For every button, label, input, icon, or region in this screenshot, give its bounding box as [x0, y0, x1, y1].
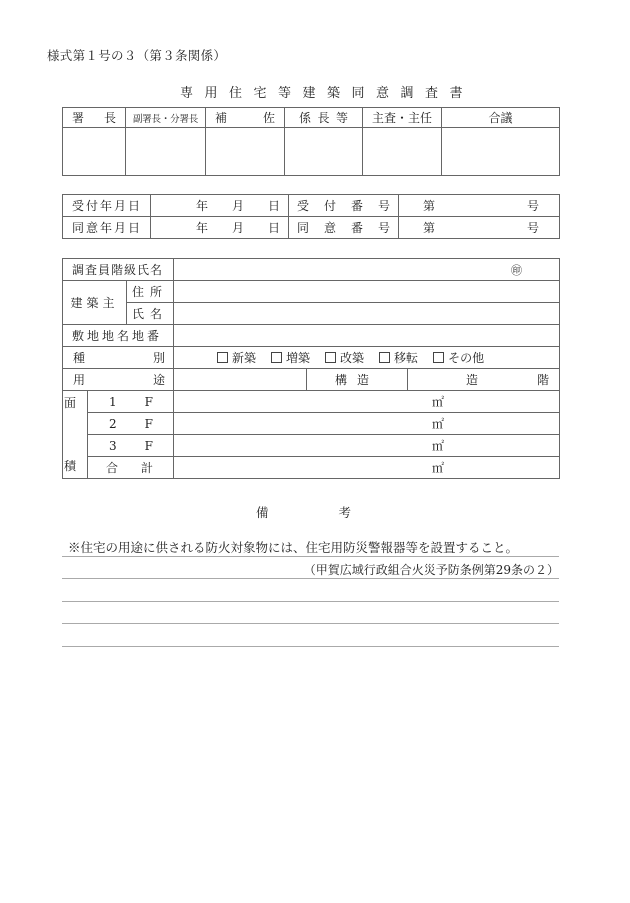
stamp-cell-inspector[interactable]: [363, 128, 442, 176]
received-number-label: 受 付 番 号: [289, 195, 399, 217]
type-option-other[interactable]: その他: [433, 349, 484, 366]
law-reference: （甲賀広域行政組合火災予防条例第29条の２）: [303, 563, 559, 577]
received-date-field[interactable]: 年 月 日: [151, 195, 289, 217]
stamp-cell-assistant[interactable]: [206, 128, 285, 176]
type-label: 種 別: [63, 347, 174, 369]
inspector-label: 調査員階級氏名: [63, 259, 174, 281]
consent-number-field[interactable]: 第 号: [399, 217, 560, 239]
area-field-1f[interactable]: ㎡: [174, 391, 560, 413]
inspector-field[interactable]: [174, 259, 560, 281]
header-inspector: 主査・主任: [363, 108, 442, 128]
area-row-label: 2 F: [88, 413, 174, 435]
table-row: [63, 195, 560, 217]
owner-address-label: 住所: [127, 281, 174, 303]
owner-name-field[interactable]: [174, 303, 560, 325]
header-section-chief: 係 長 等: [285, 108, 363, 128]
checkbox-icon[interactable]: [379, 352, 390, 363]
type-option-renovation[interactable]: 改築: [325, 349, 364, 366]
stamp-cell-deputy-chief[interactable]: [126, 128, 206, 176]
stamp-cell-consultation[interactable]: [442, 128, 560, 176]
header-consultation: 合議: [442, 108, 560, 128]
remarks-heading: 備 考: [256, 505, 352, 520]
area-label: 面 積: [63, 391, 88, 479]
type-options: [174, 347, 560, 369]
stamp-cell-chief[interactable]: [63, 128, 126, 176]
floors-field[interactable]: 造 階: [408, 369, 560, 391]
checkbox-icon[interactable]: [217, 352, 228, 363]
owner-label: 建築主: [63, 281, 127, 325]
remarks-line[interactable]: [62, 646, 559, 647]
remarks-line[interactable]: [62, 578, 559, 579]
document-title: 専用住宅等建築同意調査書: [180, 86, 475, 101]
form-code: 様式第１号の３（第３条関係）: [47, 48, 227, 63]
header-deputy-chief: 副署長・分署長: [126, 108, 206, 128]
remarks-line[interactable]: [62, 556, 559, 557]
site-label: 敷地地名地番: [63, 325, 174, 347]
use-field[interactable]: [174, 369, 307, 391]
structure-label: 構造: [307, 369, 408, 391]
site-field[interactable]: [174, 325, 560, 347]
seal-icon: ㊞: [511, 263, 523, 277]
table-row: [63, 217, 560, 239]
owner-name-label: 氏名: [127, 303, 174, 325]
survey-table: [62, 258, 560, 479]
header-chief: 署 長: [63, 108, 126, 128]
consent-date-field[interactable]: 年 月 日: [151, 217, 289, 239]
area-row-label: 3 F: [88, 435, 174, 457]
type-option-relocation[interactable]: 移転: [379, 349, 418, 366]
type-option-new[interactable]: 新築: [217, 349, 256, 366]
checkbox-icon[interactable]: [433, 352, 444, 363]
remarks-line[interactable]: [62, 601, 559, 602]
consent-number-label: 同 意 番 号: [289, 217, 399, 239]
area-field-3f[interactable]: ㎡: [174, 435, 560, 457]
area-row-label: 1 F: [88, 391, 174, 413]
dates-table: [62, 194, 560, 239]
type-option-extension[interactable]: 増築: [271, 349, 310, 366]
area-field-2f[interactable]: ㎡: [174, 413, 560, 435]
area-field-total[interactable]: ㎡: [174, 457, 560, 479]
received-date-label: 受付年月日: [63, 195, 151, 217]
checkbox-icon[interactable]: [325, 352, 336, 363]
stamp-cell-section-chief[interactable]: [285, 128, 363, 176]
remarks-line[interactable]: [62, 623, 559, 624]
header-assistant: 補 佐: [206, 108, 285, 128]
remarks-note: ※住宅の用途に供される防火対象物には、住宅用防災警報器等を設置すること。: [68, 540, 519, 555]
checkbox-icon[interactable]: [271, 352, 282, 363]
owner-address-field[interactable]: [174, 281, 560, 303]
consent-date-label: 同意年月日: [63, 217, 151, 239]
received-number-field[interactable]: 第 号: [399, 195, 560, 217]
area-row-label: 合 計: [88, 457, 174, 479]
approval-table: [62, 107, 560, 176]
use-label: 用 途: [63, 369, 174, 391]
